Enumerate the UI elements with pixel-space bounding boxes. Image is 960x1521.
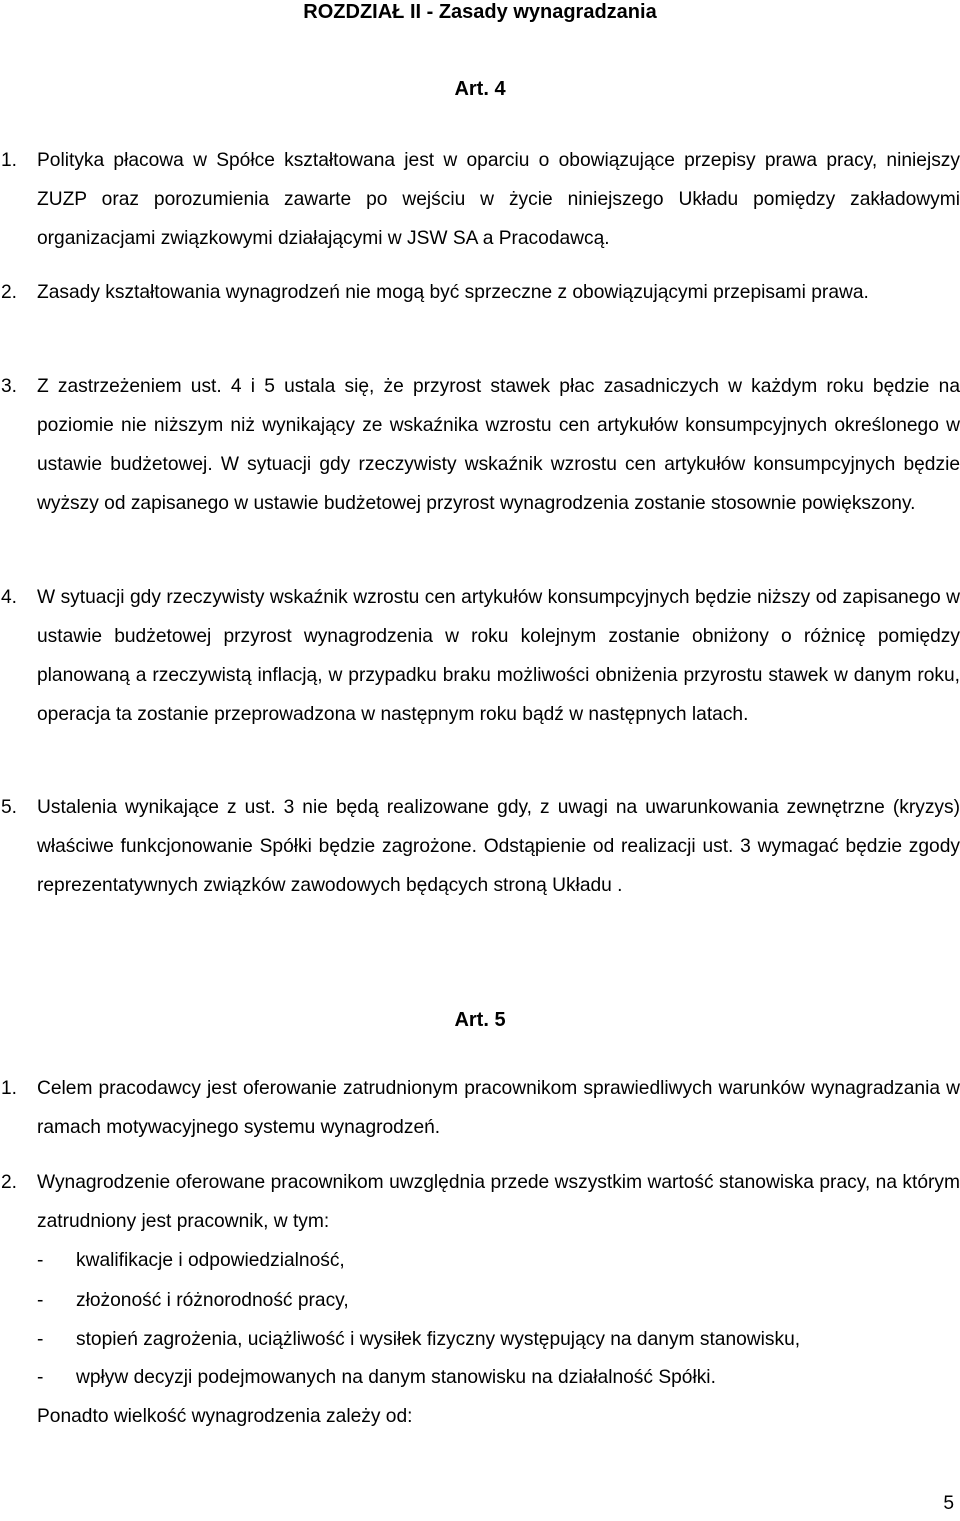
art5-paragraph-2-number: 2. [1,1172,18,1193]
list-item-text: złożoność i różnorodność pracy, [76,1290,349,1311]
list-item-text: wpływ decyzji podejmowanych na danym stanowisku na działalność Spółki. [76,1367,716,1388]
art4-paragraph-5-number: 5. [1,797,18,818]
closing-line [37,1405,960,1429]
art4-paragraph-4-number: 4. [1,587,18,608]
art4-paragraph-1-text: Polityka płacowa w Spółce kształtowana jest w oparciu o obowiązujące przepisy prawa pracy, niniejszy ZUZP oraz porozumienia zawarte po wejściu w życie niniejszego Układu pomiędzy zakładowymi organizacjami związkowymi działającymi w JSW SA a Pracodawcą. [37,150,960,249]
art5-paragraph-1-number: 1. [1,1078,18,1099]
art4-paragraph-3-number: 3. [1,376,18,397]
article-5-title: Art. 5 [454,1009,506,1031]
art4-paragraph-5-text: Ustalenia wynikające z ust. 3 nie będą realizowane gdy, z uwagi na uwarunkowania zewnętrzne (kryzys) właściwe funkcjonowanie Spółki będzie zagrożone. Odstąpienie od realizacji ust. 3 wymagać będzie zgody reprezentatywnych związków zawodowych będących stroną Układu . [37,797,960,896]
chapter-title: ROZDZIAŁ II - Zasady wynagradzania [303,1,657,23]
art4-paragraph-2 [1,273,960,312]
art4-paragraph-3-text: Z zastrzeżeniem ust. 4 i 5 ustala się, że przyrost stawek płac zasadniczych w każdym roku będzie na poziomie nie niższym niż wynikający ze wskaźnika wzrostu cen artykułów konsumpcyjnych określonego w ustawie budżetowej. W sytuacji gdy rzeczywisty wskaźnik wzrostu cen artykułów konsumpcyjnych będzie wyższy od zapisanego w ustawie budżetowej przyrost wynagrodzenia zostanie stosownie powiększony. [37,376,960,514]
art4-paragraph-4-text: W sytuacji gdy rzeczywisty wskaźnik wzrostu cen artykułów konsumpcyjnych będzie niższy od zapisanego w ustawie budżetowej przyrost wynagrodzenia w roku kolejnym zostanie obniżony o różnicę pomiędzy planowaną a rzeczywistą inflacją, w przypadku braku możliwości obniżenia przyrostu stawek w danym roku, operacja ta zostanie przeprowadzona w następnym roku bądź w następnych latach. [37,587,960,725]
list-item-text: stopień zagrożenia, uciążliwość i wysiłek fizyczny występujący na danym stanowisku, [76,1329,801,1350]
list-item-text: kwalifikacje i odpowiedzialność, [76,1250,345,1271]
art4-paragraph-5 [1,788,960,905]
art4-paragraph-3 [1,367,960,523]
art4-paragraph-1-number: 1. [1,150,18,171]
art5-paragraph-1 [1,1069,960,1147]
art4-paragraph-1 [1,141,960,258]
art5-paragraph-1-text: Celem pracodawcy jest oferowanie zatrudnionym pracownikom sprawiedliwych warunków wynagradzania w ramach motywacyjnego systemu wynagrodzeń. [37,1078,960,1138]
dash-marker: - [37,1250,44,1271]
page-number: 5 [943,1493,954,1514]
art4-paragraph-2-text: Zasady kształtowania wynagrodzeń nie mogą być sprzeczne z obowiązującymi przepisami prawa. [37,282,869,303]
art4-paragraph-2-number: 2. [1,282,18,303]
article-4-title: Art. 4 [454,78,506,100]
art5-paragraph-2-text: Wynagrodzenie oferowane pracownikom uwzględnia przede wszystkim wartość stanowiska pracy, na którym zatrudniony jest pracownik, w tym: [37,1172,960,1232]
dash-marker: - [37,1329,44,1350]
art5-paragraph-2 [1,1163,960,1241]
closing-line-text: Ponadto wielkość wynagrodzenia zależy od: [37,1406,413,1427]
dash-marker: - [37,1290,44,1311]
art4-paragraph-4 [1,578,960,734]
dash-marker: - [37,1367,44,1388]
